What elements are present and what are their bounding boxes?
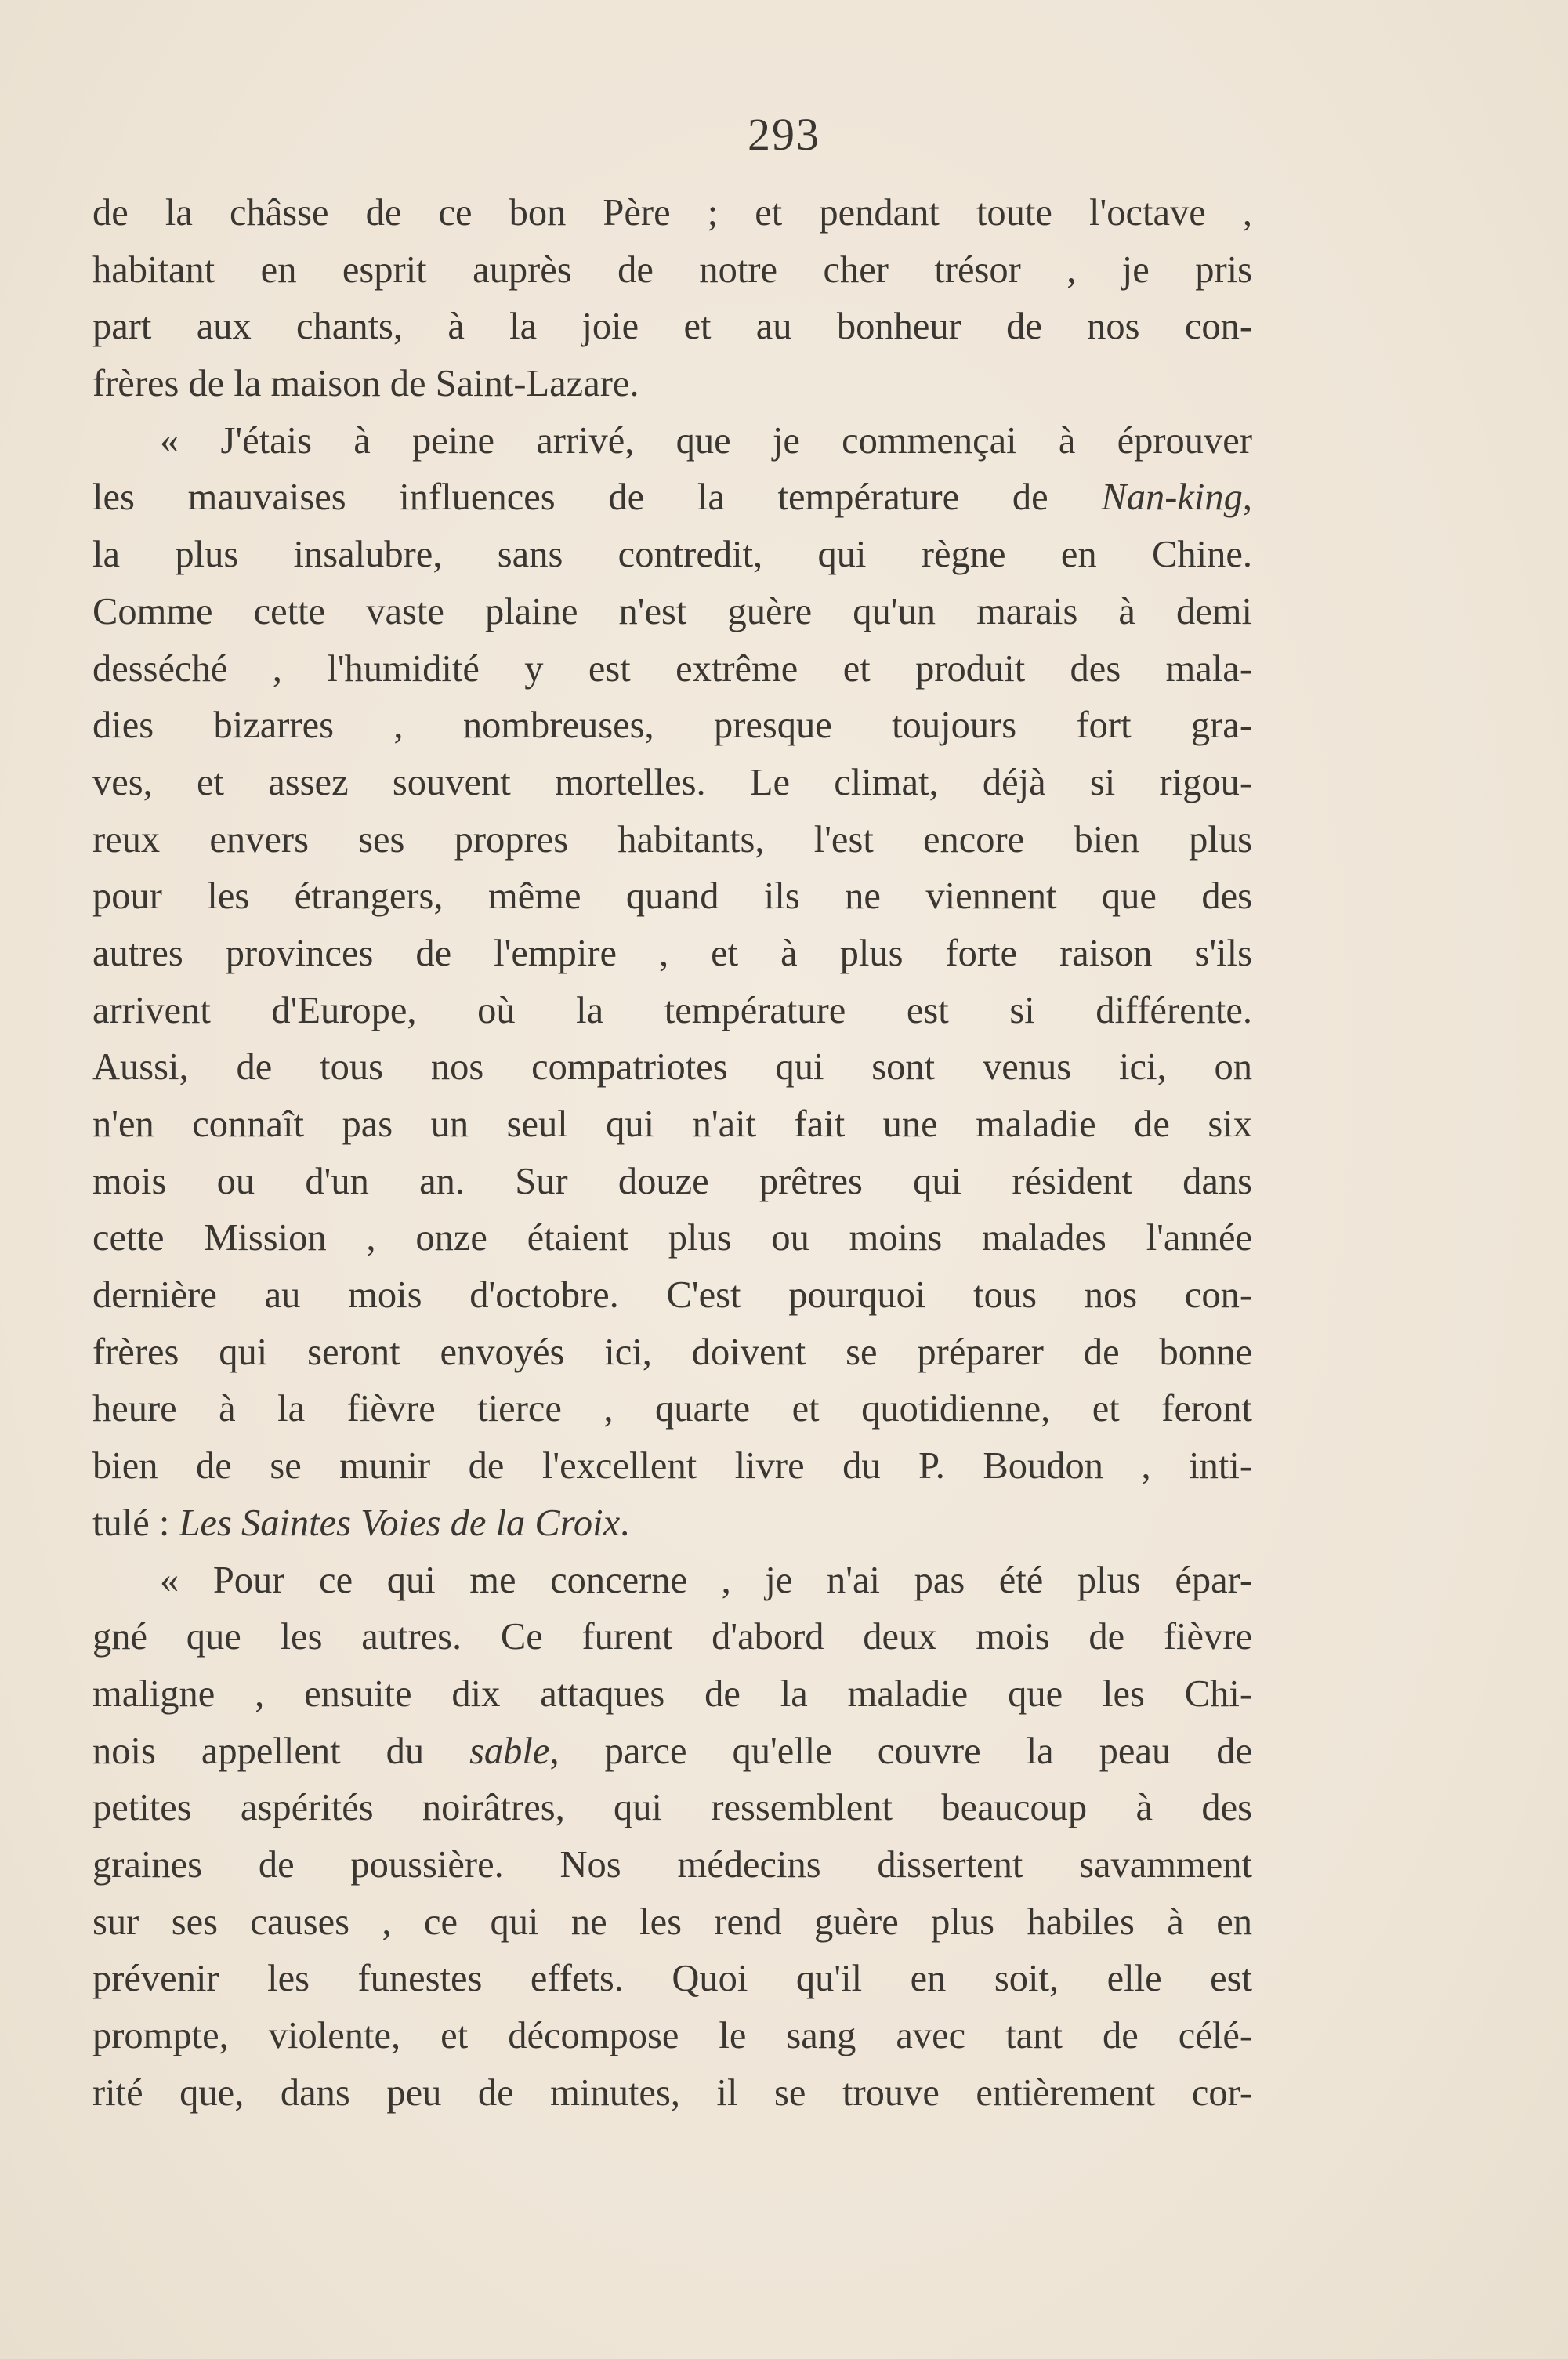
text-line: dernière au mois d'octobre. C'est pourquoi tous nos con-: [92, 1274, 1252, 1317]
text-line: pour les étrangers, même quand ils ne viennent que des: [92, 875, 1252, 918]
text-segment: les mauvaises influences de la température de: [92, 477, 1102, 519]
text-line: habitant en esprit auprès de notre cher trésor , je pris: [92, 248, 1252, 291]
text-line: mois ou d'un an. Sur douze prêtres qui résident dans: [92, 1160, 1252, 1202]
text-line: n'en connaît pas un seul qui n'ait fait une maladie de six: [92, 1103, 1252, 1145]
text-line: dies bizarres , nombreuses, presque toujours fort gra-: [92, 705, 1252, 747]
text-line: part aux chants, à la joie et au bonheur de nos con-: [92, 306, 1252, 348]
body-text: [92, 185, 1252, 2122]
text-segment: .: [620, 1502, 630, 1544]
text-line: [92, 1495, 1252, 1553]
text-line: la plus insalubre, sans contredit, qui règne en Chine.: [92, 534, 1252, 576]
text-line: cette Mission , onze étaient plus ou moins malades l'année: [92, 1217, 1252, 1259]
text-segment: , parce qu'elle couvre la peau de: [549, 1730, 1252, 1772]
text-line: Comme cette vaste plaine n'est guère qu'un marais à demi: [92, 590, 1252, 632]
text-line: reux envers ses propres habitants, l'est encore bien plus: [92, 818, 1252, 861]
text-line: maligne , ensuite dix attaques de la maladie que les Chi-: [92, 1672, 1252, 1715]
text-line: prévenir les funestes effets. Quoi qu'il en soit, elle est: [92, 1958, 1252, 2000]
text-line: rité que, dans peu de minutes, il se trouve entièrement cor-: [92, 2071, 1252, 2114]
text-line: [92, 469, 1252, 527]
text-line: de la châsse de ce bon Père ; et pendant toute l'octave ,: [92, 192, 1252, 234]
text-line: [92, 1723, 1252, 1781]
page-number: 293: [748, 109, 820, 160]
text-line: frères de la maison de Saint-Lazare.: [92, 363, 639, 405]
text-line: gné que les autres. Ce furent d'abord deux mois de fièvre: [92, 1616, 1252, 1658]
text-line: petites aspérités noirâtres, qui ressemblent beaucoup à des: [92, 1787, 1252, 1829]
text-line: ves, et assez souvent mortelles. Le climat, déjà si rigou-: [92, 761, 1252, 803]
italic-title: Les Saintes Voies de la Croix: [179, 1502, 621, 1544]
text-line: desséché , l'humidité y est extrême et produit des mala-: [92, 647, 1252, 690]
text-line: heure à la fièvre tierce , quarte et quotidienne, et feront: [92, 1388, 1252, 1430]
text-segment: ,: [1242, 477, 1252, 519]
text-line: sur ses causes , ce qui ne les rend guère plus habiles à en: [92, 1901, 1252, 1943]
text-line: prompte, violente, et décompose le sang avec tant de célé-: [92, 2015, 1252, 2056]
italic-title: sable: [469, 1730, 550, 1772]
text-line: arrivent d'Europe, où la température est si différente.: [92, 989, 1252, 1031]
text-line: bien de se munir de l'excellent livre du P. Boudon , inti-: [92, 1445, 1252, 1488]
text-segment: tulé :: [92, 1502, 179, 1544]
italic-title: Nan-king: [1101, 477, 1243, 519]
text-line: « J'étais à peine arrivé, que je commençai à éprouver: [160, 419, 1252, 462]
text-line: frères qui seront envoyés ici, doivent se préparer de bonne: [92, 1331, 1252, 1373]
text-line: graines de poussière. Nos médecins dissertent savamment: [92, 1843, 1252, 1886]
text-line: Aussi, de tous nos compatriotes qui sont venus ici, on: [92, 1046, 1252, 1089]
text-segment: nois appellent du: [92, 1730, 470, 1772]
text-line: « Pour ce qui me concerne , je n'ai pas été plus épar-: [160, 1559, 1252, 1601]
text-line: autres provinces de l'empire , et à plus forte raison s'ils: [92, 932, 1252, 974]
